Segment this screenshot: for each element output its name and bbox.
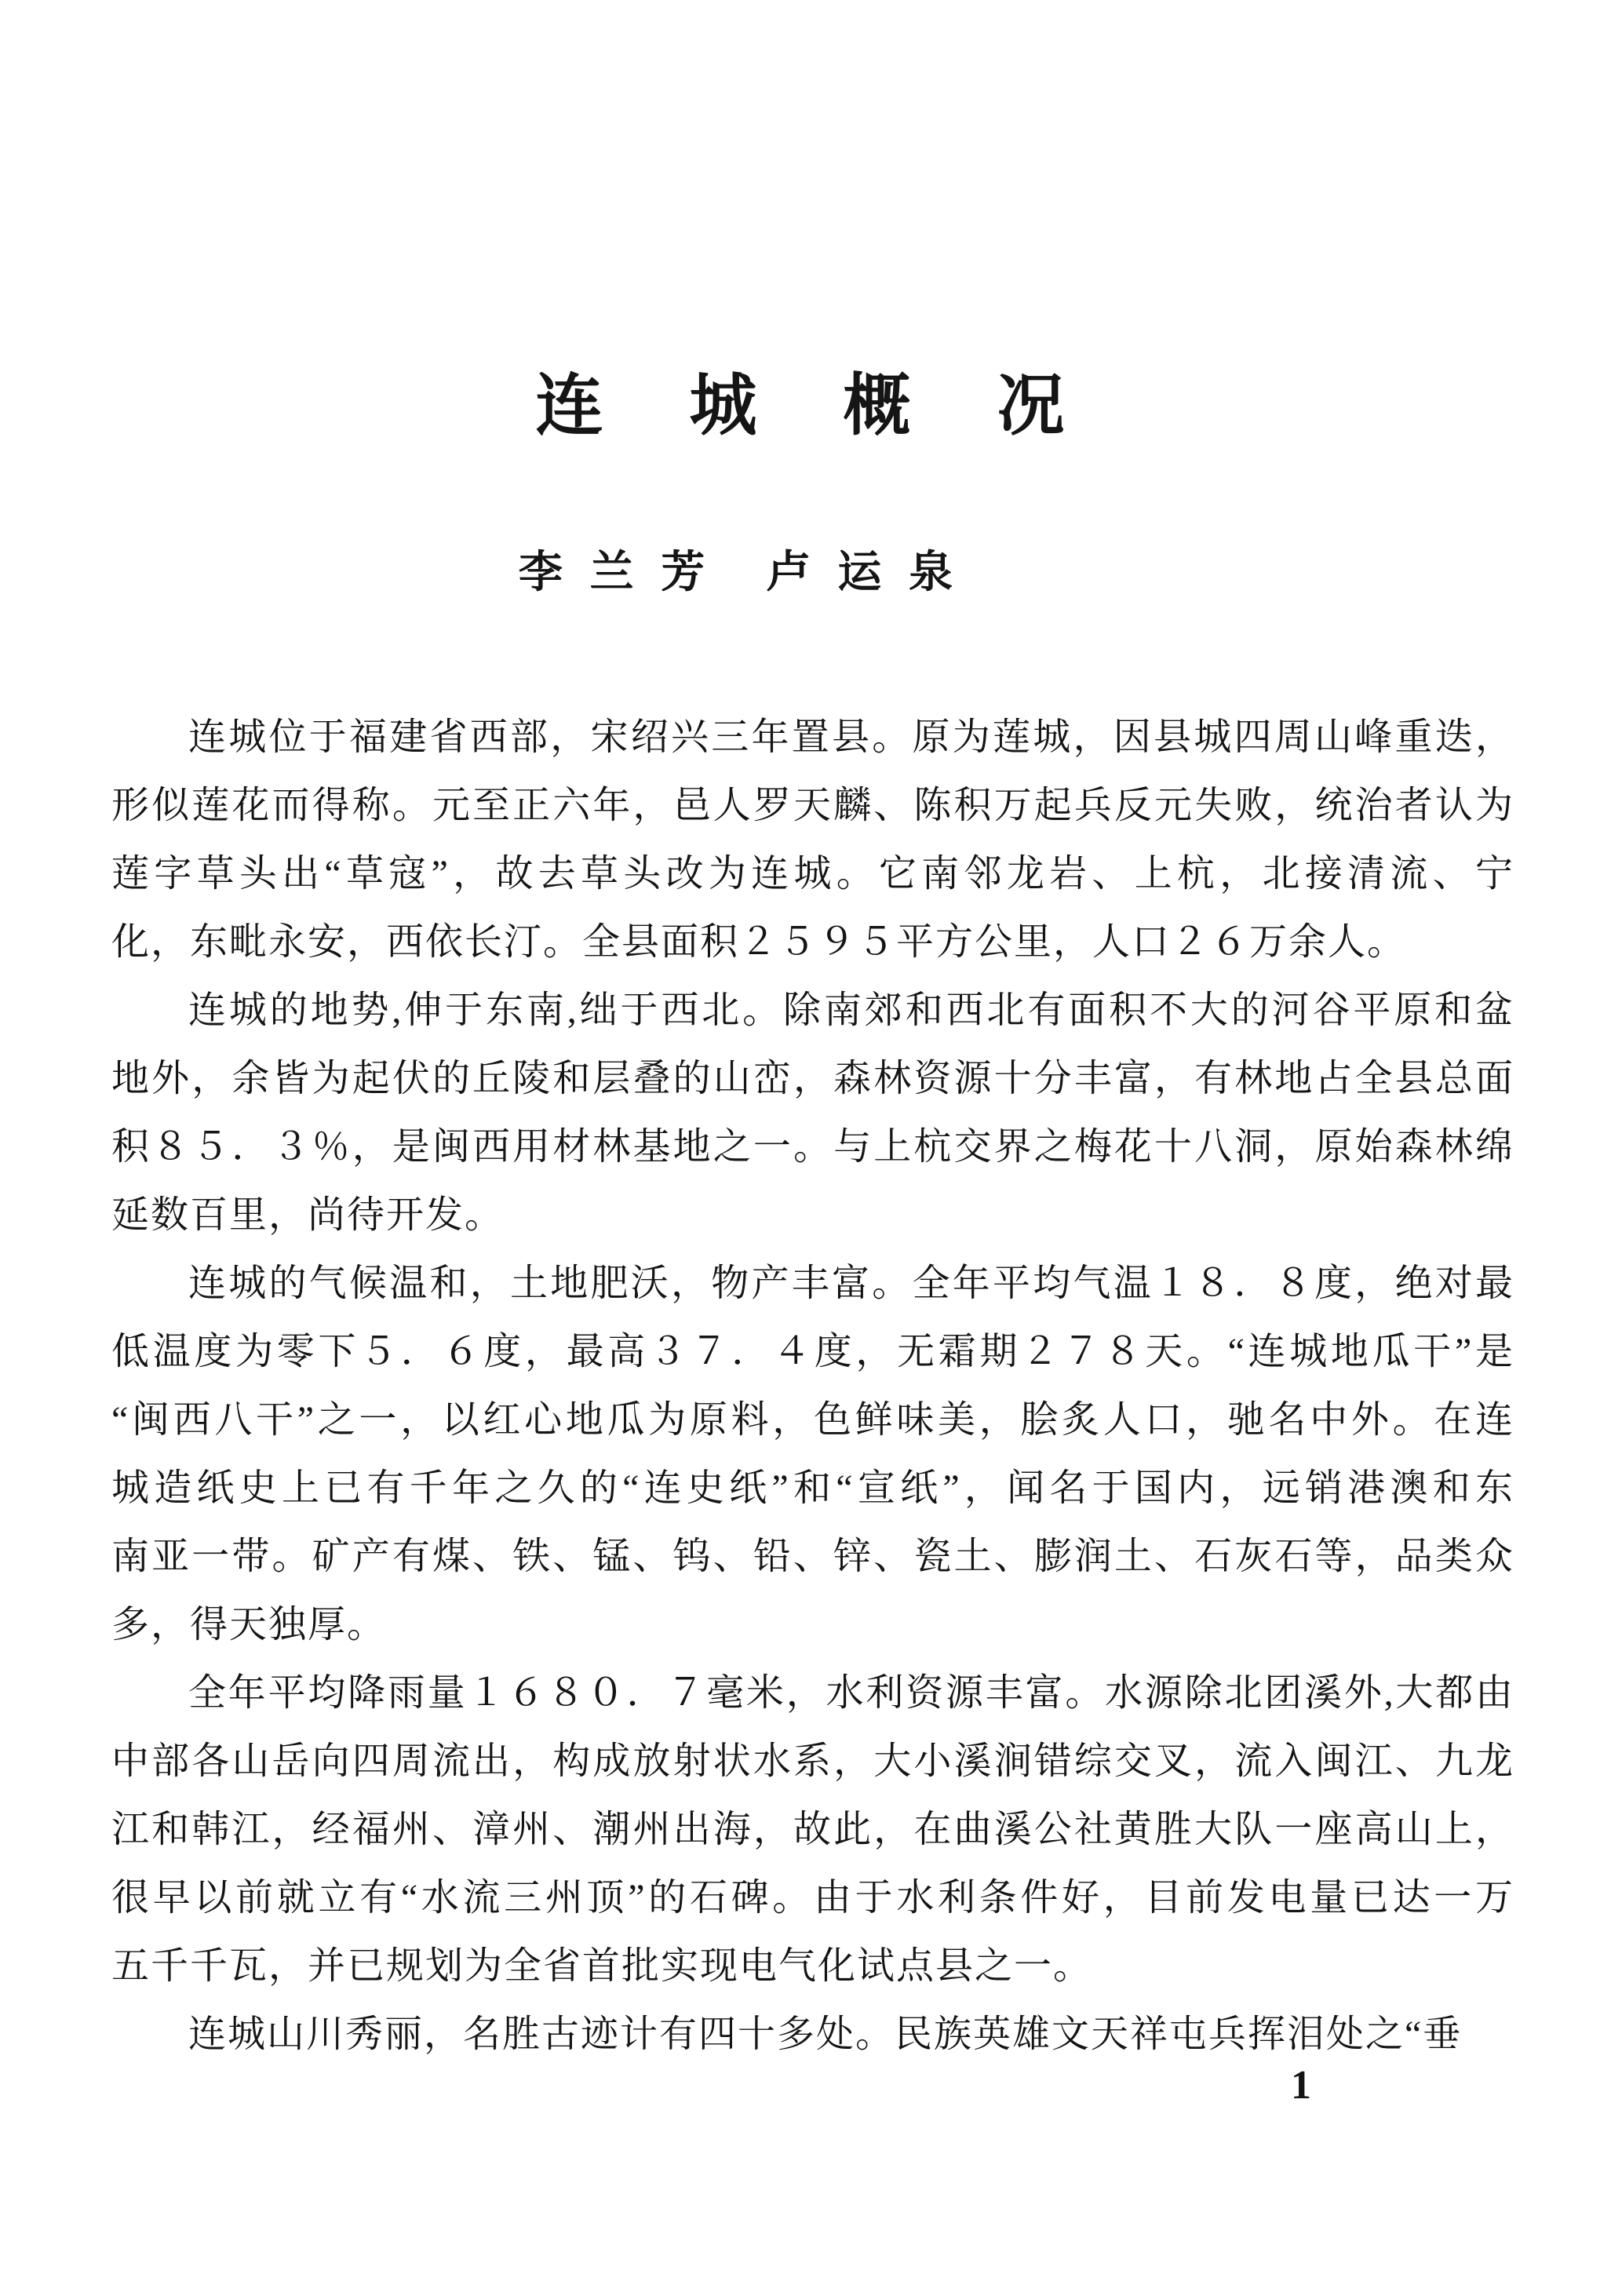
text-line: 连城山川秀丽，名胜古迹计有四十多处。民族英雄文天祥屯兵挥泪处之“垂 <box>188 2014 1463 2055</box>
text-line: “闽西八干”之一，以红心地瓜为原料，色鲜味美，脍炙人口，驰名中外。在连 <box>111 1399 1514 1441</box>
text-line: 全年平均降雨量１６８０．７毫米，水利资源丰富。水源除北团溪外,大都由 <box>188 1672 1514 1714</box>
text-line: 中部各山岳向四周流出，构成放射状水系，大小溪涧错综交叉，流入闽江、九龙 <box>111 1740 1514 1782</box>
text-line: 延数百里，尚待开发。 <box>111 1194 505 1236</box>
text-line: 南亚一带。矿产有煤、铁、锰、钨、铅、锌、瓷土、膨润土、石灰石等，品类众 <box>111 1536 1514 1577</box>
authors-line <box>0 548 1536 598</box>
page-title-text: 连城概况 <box>535 368 1151 443</box>
text-line: 化，东毗永安，西依长汀。全县面积２５９５平方公里，人口２６万余人。 <box>111 921 1407 963</box>
text-line: 低温度为零下５．６度，最高３７．４度，无霜期２７８天。“连城地瓜干”是 <box>111 1331 1514 1372</box>
author-name-2: 卢运泉 <box>766 548 980 597</box>
page-title <box>0 369 1600 443</box>
text-line: 连城的气候温和，土地肥沃，物产丰富。全年平均气温１８．８度，绝对最 <box>188 1263 1514 1304</box>
body-text <box>111 703 1514 2068</box>
text-line: 地外，余皆为起伏的丘陵和层叠的山峦，森林资源十分丰富，有林地占全县总面 <box>111 1058 1514 1099</box>
author-name-1: 李兰芳 <box>518 548 733 597</box>
page-number: 1 <box>1291 2063 1311 2108</box>
text-line: 积８５．３％，是闽西用材林基地之一。与上杭交界之梅花十八洞，原始森林绵 <box>111 1126 1514 1168</box>
text-line: 五千千瓦，并已规划为全省首批实现电气化试点县之一。 <box>111 1945 1093 1987</box>
text-line: 连城位于福建省西部，宋绍兴三年置县。原为莲城，因县城四周山峰重迭， <box>188 716 1514 758</box>
text-line: 江和韩江，经福州、漳州、潮州出海，故此，在曲溪公社黄胜大队一座高山上， <box>111 1809 1514 1850</box>
text-line: 很早以前就立有“水流三州顶”的石碑。由于水利条件好，目前发电量已达一万 <box>111 1877 1514 1919</box>
text-line: 多，得天独厚。 <box>111 1604 387 1645</box>
text-line: 城造纸史上已有千年之久的“连史纸”和“宣纸”，闻名于国内，远销港澳和东 <box>111 1467 1514 1509</box>
text-line: 形似莲花而得称。元至正六年，邑人罗天麟、陈积万起兵反元失败，统治者认为 <box>111 785 1514 826</box>
text-line: 莲字草头出“草寇”，故去草头改为连城。它南邻龙岩、上杭，北接清流、宁 <box>111 853 1514 895</box>
text-line: 连城的地势,伸于东南,绌于西北。除南郊和西北有面积不大的河谷平原和盆 <box>188 989 1514 1031</box>
